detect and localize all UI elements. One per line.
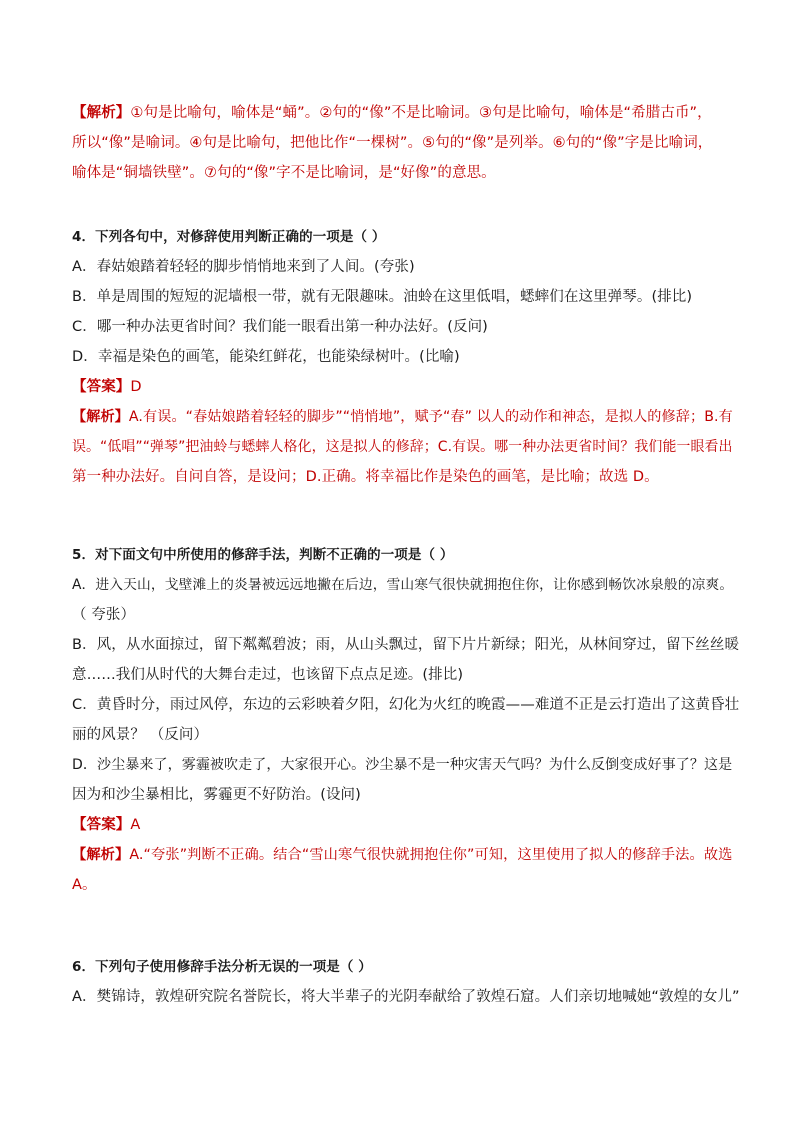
answer-value: D (130, 379, 142, 395)
analysis-line (72, 402, 740, 432)
option-line: （ 夸张） (72, 607, 136, 623)
answer-line (72, 810, 740, 840)
analysis-line: A。 (72, 877, 97, 893)
analysis-line: 第一种办法好。自问自答，是设问；D.正确。将幸福比作是染色的画笔，是比喻；故选 D。 (72, 469, 659, 485)
answer-tag: 【答案】 (72, 379, 131, 395)
question-title: 4．下列各句中，对修辞使用判断正确的一项是（ ） (72, 229, 386, 245)
analysis-text: ①句是比喻句，喻体是“蛹”。②句的“像”不是比喻词。③句是比喻句，喻体是“希腊古币”， (130, 105, 712, 121)
answer-tag: 【答案】 (72, 817, 131, 833)
answer-value: A (130, 817, 141, 833)
analysis-text: A.“夸张”判断不正确。结合“雪山寒气很快就拥抱住你”可知，这里使用了拟人的修辞手法。故选 (129, 847, 733, 863)
analysis-text: A.有误。“春姑娘踏着轻轻的脚步”“悄悄地”，赋予“春” 以人的动作和神态，是拟人的修辞；B.有 (128, 409, 733, 425)
analysis-tag: 【解析】 (72, 105, 131, 121)
option-d: D．幸福是染色的画笔，能染红鲜花，也能染绿树叶。(比喻) (72, 349, 460, 365)
analysis-line (72, 840, 740, 870)
question-title: 5．对下面文句中所使用的修辞手法，判断不正确的一项是（ ） (72, 547, 454, 563)
option-line: D．沙尘暴来了，雾霾被吹走了，大家很开心。沙尘暴不是一种灾害天气吗？为什么反倒变成好事了？这是 (72, 757, 733, 773)
option-a: A．春姑娘踏着轻轻的脚步悄悄地来到了人间。(夸张) (72, 259, 415, 275)
analysis-line: 误。“低唱”“弹琴”把油蛉与蟋蟀人格化，这是拟人的修辞；C.有误。哪一种办法更省时间？我们能一眼看出 (72, 439, 733, 455)
option-line: A．樊锦诗，敦煌研究院名誉院长，将大半辈子的光阴奉献给了敦煌石窟。人们亲切地喊她“敦煌的女儿” (72, 989, 740, 1005)
option-line: 丽的风景？ （反问） (72, 727, 209, 743)
question-4 (72, 222, 740, 492)
option-c: C．哪一种办法更省时间？我们能一眼看出第一种办法好。(反问) (72, 319, 488, 335)
question-title: 6．下列句子使用修辞手法分析无误的一项是（ ） (72, 959, 372, 975)
option-line: C．黄昏时分，雨过风停，东边的云彩映着夕阳，幻化为火红的晚霞——难道不正是云打造出了这黄昏壮 (72, 697, 740, 713)
option-line: 因为和沙尘暴相比，雾霾更不好防治。(设问) (72, 787, 361, 803)
question-6 (72, 952, 740, 1012)
analysis-line: 喻体是“铜墙铁壁”。⑦句的“像”字不是比喻词，是“好像”的意思。 (72, 165, 496, 181)
option-b: B．单是周围的短短的泥墙根一带，就有无限趣味。油蛉在这里低唱，蟋蟀们在这里弹琴。(排比) (72, 289, 693, 305)
analysis-line (72, 98, 740, 128)
answer-line (72, 372, 740, 402)
analysis-tag: 【解析】 (72, 847, 130, 863)
analysis-line: 所以“像”是喻词。④句是比喻句，把他比作“一棵树”。⑤句的“像”是列举。⑥句的“像”字是比喻词， (72, 135, 713, 151)
option-line: 意……我们从时代的大舞台走过，也该留下点点足迹。(排比) (72, 667, 464, 683)
question-5 (72, 540, 740, 900)
previous-analysis (72, 98, 740, 188)
option-line: B．风，从水面掠过，留下粼粼碧波；雨，从山头飘过，留下片片新绿；阳光，从林间穿过，留下丝丝暖 (72, 637, 740, 653)
option-line: A．进入天山，戈壁滩上的炎暑被远远地撇在后边，雪山寒气很快就拥抱住你，让你感到畅饮冰泉般的凉爽。 (72, 577, 734, 593)
analysis-tag: 【解析】 (72, 409, 129, 425)
